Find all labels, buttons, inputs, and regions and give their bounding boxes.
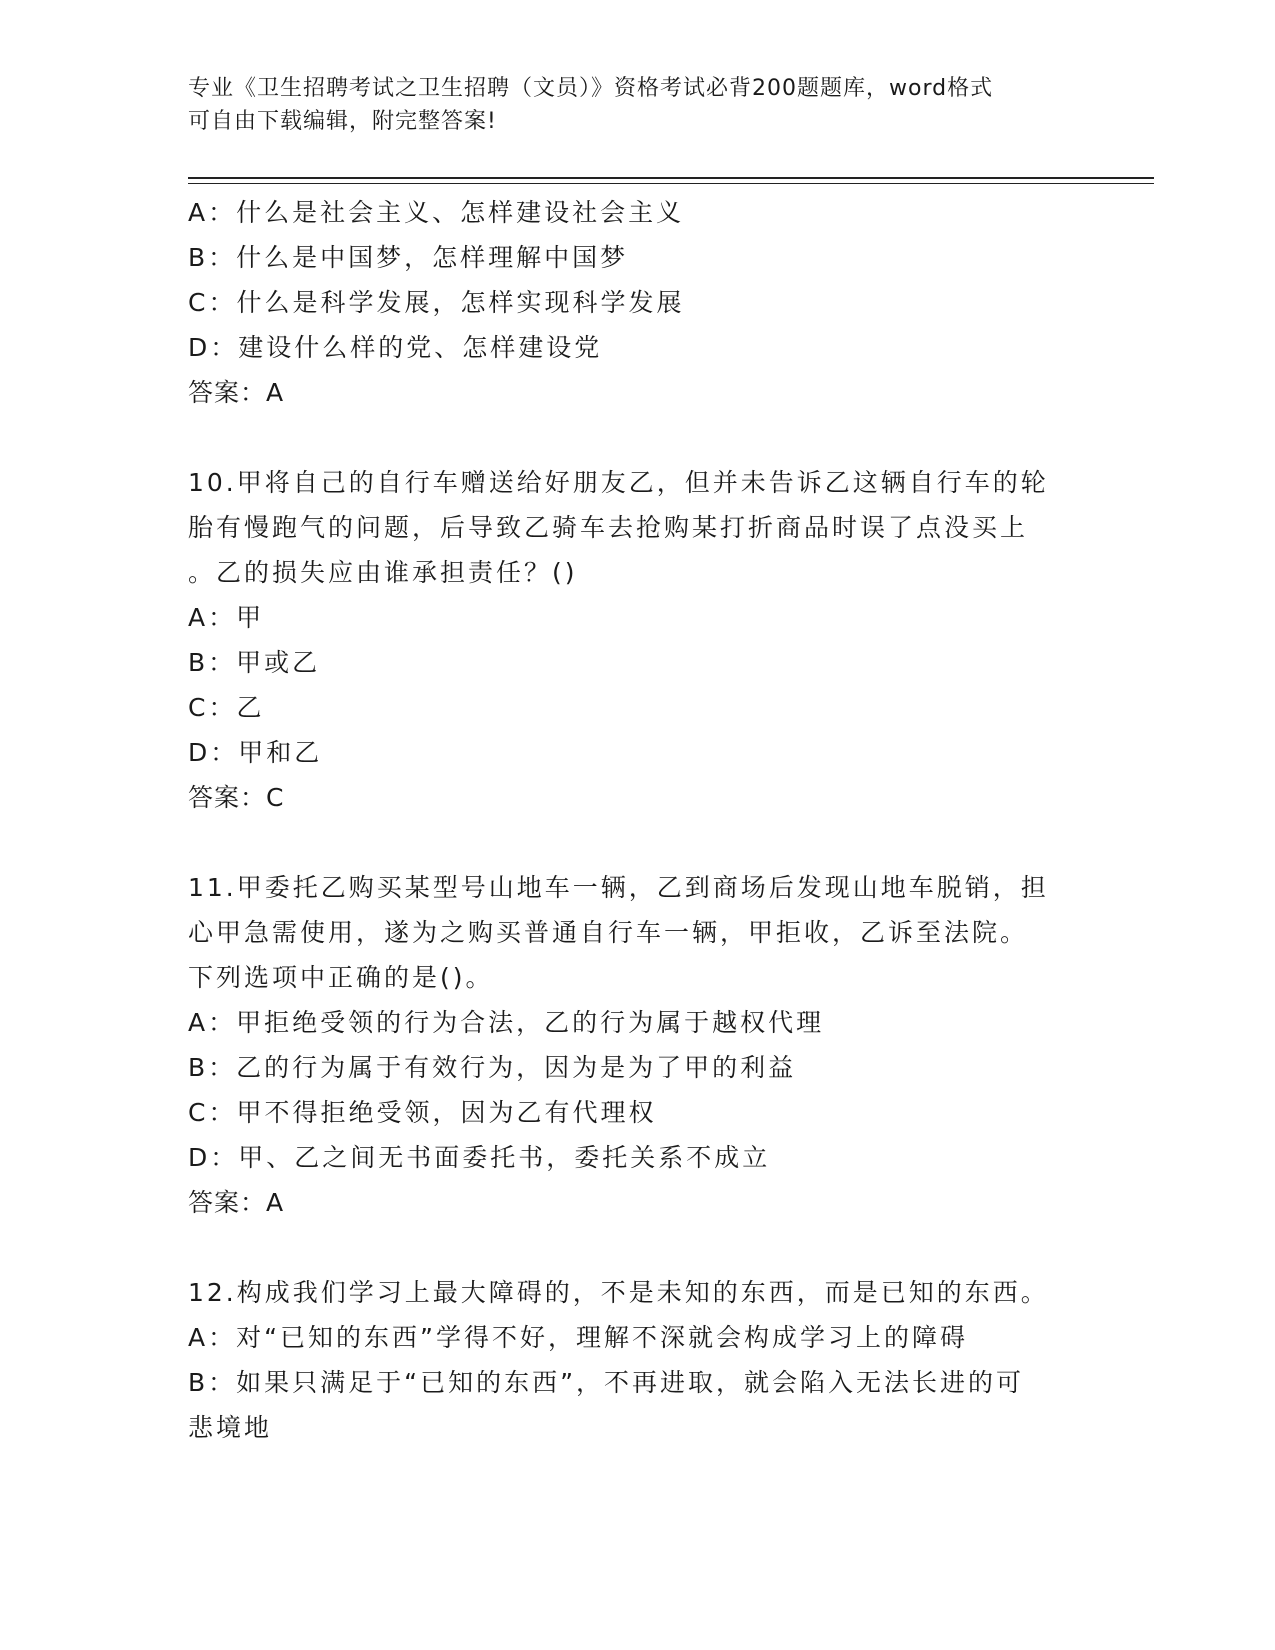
option-c: C：乙 [188, 693, 265, 722]
question-stem-line: 心甲急需使用，遂为之购买普通自行车一辆，甲拒收，乙诉至法院。 [188, 918, 1029, 947]
spacer [188, 820, 1088, 865]
option-b-continued: 悲境地 [188, 1413, 273, 1442]
option-a: A：甲拒绝受领的行为合法，乙的行为属于越权代理 [188, 1008, 825, 1037]
option-a: A：什么是社会主义、怎样建设社会主义 [188, 198, 685, 227]
question-stem-line: 12.构成我们学习上最大障碍的，不是未知的东西，而是已知的东西。 [188, 1278, 1049, 1307]
header-title-line-2: 可自由下载编辑，附完整答案! [188, 109, 497, 134]
header-divider-thick [188, 177, 1154, 179]
question-list [188, 190, 1088, 1450]
option-c: C：什么是科学发展，怎样实现科学发展 [188, 288, 685, 317]
spacer [188, 1225, 1088, 1270]
question-12 [188, 1270, 1088, 1450]
question-11 [188, 865, 1088, 1225]
option-b: B：乙的行为属于有效行为，因为是为了甲的利益 [188, 1053, 797, 1082]
option-b: B：如果只满足于“已知的东西”，不再进取，就会陷入无法长进的可 [188, 1368, 1025, 1397]
spacer [188, 415, 1088, 460]
option-b: B：什么是中国梦，怎样理解中国梦 [188, 243, 629, 272]
question-stem-line: 11.甲委托乙购买某型号山地车一辆，乙到商场后发现山地车脱销，担 [188, 873, 1049, 902]
option-c: C：甲不得拒绝受领，因为乙有代理权 [188, 1098, 657, 1127]
question-10 [188, 460, 1088, 820]
option-b: B：甲或乙 [188, 648, 321, 677]
header-title-line-1: 专业《卫生招聘考试之卫生招聘（文员）》资格考试必背200题题库，word格式 [188, 76, 994, 101]
question-stem-line: 10.甲将自己的自行车赠送给好朋友乙，但并未告诉乙这辆自行车的轮 [188, 468, 1049, 497]
option-d: D：建设什么样的党、怎样建设党 [188, 333, 603, 362]
option-d: D：甲、乙之间无书面委托书，委托关系不成立 [188, 1143, 771, 1172]
option-d: D：甲和乙 [188, 738, 323, 767]
answer: 答案：C [188, 783, 285, 812]
question-9 [188, 190, 1088, 415]
header-divider-thin [188, 183, 1154, 184]
option-a: A：对“已知的东西”学得不好，理解不深就会构成学习上的障碍 [188, 1323, 969, 1352]
option-a: A：甲 [188, 603, 265, 632]
answer: 答案：A [188, 378, 285, 407]
question-stem-line: 胎有慢跑气的问题，后导致乙骑车去抢购某打折商品时误了点没买上 [188, 513, 1029, 542]
answer: 答案：A [188, 1188, 285, 1217]
document-header [188, 72, 1088, 138]
question-stem-line: 。乙的损失应由谁承担责任？() [188, 558, 578, 587]
question-stem-line: 下列选项中正确的是()。 [188, 963, 494, 992]
